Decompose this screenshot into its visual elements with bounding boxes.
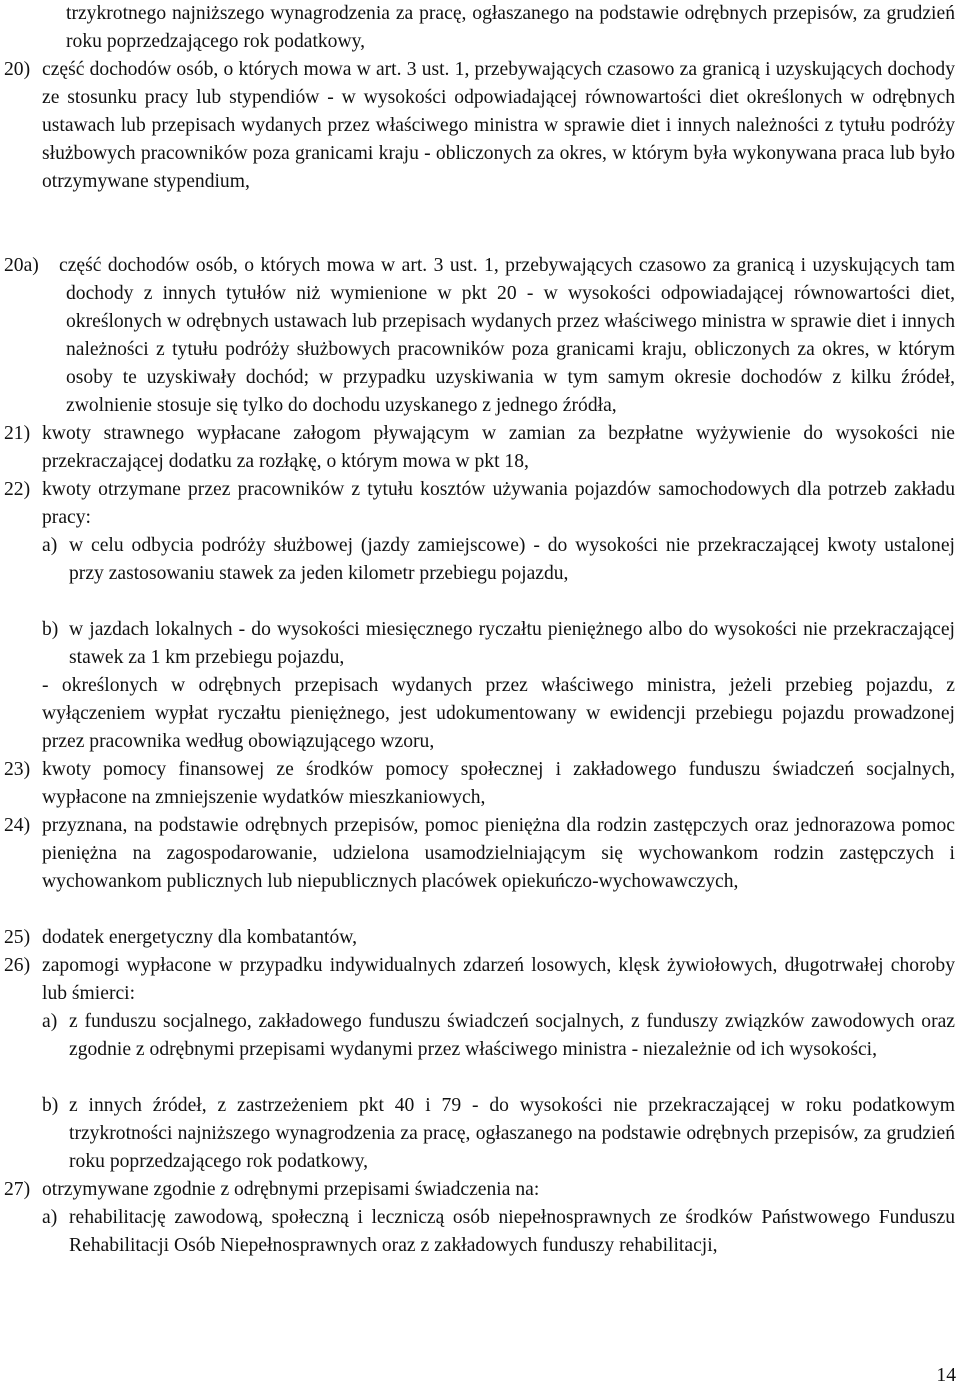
subitem-text-22a: w celu odbycia podróży służbowej (jazdy zamiejscowe) - do wysokości nie przekraczającej kwoty ustalonej przy zastosowaniu stawek za jeden kilometr przebiegu pojazdu, <box>69 535 955 584</box>
item-text-26: zapomogi wypłacone w przypadku indywidualnych zdarzeń losowych, klęsk żywiołowych, długotrwałej choroby lub śmierci: <box>42 955 955 1004</box>
item-22-closing-text: - określonych w odrębnych przepisach wydanych przez właściwego ministra, jeżeli przebieg pojazdu, z wyłączeniem wypłat ryczałtu pieniężnego, jest udokumentowany w ewidencji przebiegu pojazdu prowadzonej przez pracownika według obowiązującego wzoru, <box>42 675 955 752</box>
item-text-22: kwoty otrzymane przez pracowników z tytułu kosztów używania pojazdów samochodowych dla potrzeb zakładu pracy: <box>42 479 955 528</box>
subitem-label-22a: a) <box>42 535 58 556</box>
subitem-text-22b: w jazdach lokalnych - do wysokości miesięcznego ryczałtu pieniężnego albo do wysokości nie przekraczającej stawek za 1 km przebiegu pojazdu, <box>69 619 955 668</box>
item-label-26: 26) <box>4 955 31 976</box>
subitem-text-27a: rehabilitację zawodową, społeczną i leczniczą osób niepełnosprawnych ze środków Państwowego Funduszu Rehabilitacji Osób Niepełnosprawnych oraz z zakładowych funduszy rehabilitacji, <box>69 1207 955 1256</box>
subitem-label-26b: b) <box>42 1095 59 1116</box>
item-label-21: 21) <box>4 423 31 444</box>
item-continuation: trzykrotnego najniższego wynagrodzenia za pracę, ogłaszanego na podstawie odrębnych przepisów, za grudzień roku poprzedzającego rok podatkowy, <box>66 3 955 52</box>
item-text-27: otrzymywane zgodnie z odrębnymi przepisami świadczenia na: <box>42 1179 540 1200</box>
item-label-20: 20) <box>4 59 31 80</box>
item-text-21: kwoty strawnego wypłacane załogom pływającym w zamian za bezpłatne wyżywienie do wysokości nie przekraczającej dodatku za rozłąkę, o którym mowa w pkt 18, <box>42 423 955 472</box>
subitem-label-22b: b) <box>42 619 59 640</box>
subitem-label-27a: a) <box>42 1207 58 1228</box>
subitem-text-26b: z innych źródeł, z zastrzeżeniem pkt 40 i 79 - do wysokości nie przekraczającej w roku podatkowym trzykrotności najniższego wynagrodzenia za pracę, ogłaszanego na podstawie odrębnych przepisów, za grudzień roku poprzedzającego rok podatkowy, <box>69 1095 955 1172</box>
item-text-24: przyznana, na podstawie odrębnych przepisów, pomoc pieniężna dla rodzin zastępczych oraz jednorazowa pomoc pieniężna na zagospodarowanie, udzielona usamodzielniającym się wychowankom rodzin zastępczych i wychowankom publicznych lub niepublicznych placówek opiekuńczo-wychowawczych, <box>42 815 955 892</box>
page-number: 14 <box>936 1365 956 1386</box>
item-label-27: 27) <box>4 1179 31 1200</box>
item-text-23: kwoty pomocy finansowej ze środków pomocy społecznej i zakładowego funduszu świadczeń socjalnych, wypłacone na zmniejszenie wydatków mieszkaniowych, <box>42 759 955 808</box>
item-label-25: 25) <box>4 927 31 948</box>
item-text-20: część dochodów osób, o których mowa w art. 3 ust. 1, przebywających czasowo za granicą i uzyskujących dochody ze stosunku pracy lub stypendiów - w wysokości odpowiadającej równowartości diet określonych w odrębnych ustawach lub przepisach wydanych przez właściwego ministra w sprawie diet i innych należności z tytułu podróży służbowych pracowników poza granicami kraju - obliczonych za okres, w którym była wykonywana praca lub było otrzymywane stypendium, <box>42 59 955 192</box>
item-label-23: 23) <box>4 759 31 780</box>
subitem-label-26a: a) <box>42 1011 58 1032</box>
item-label-24: 24) <box>4 815 31 836</box>
item-label-22: 22) <box>4 479 31 500</box>
item-label-20a: 20a) <box>4 255 39 276</box>
item-text-25: dodatek energetyczny dla kombatantów, <box>42 927 358 948</box>
item-text-20a: część dochodów osób, o których mowa w art. 3 ust. 1, przebywających czasowo za granicą i uzyskujących tam dochody z innych tytułów niż wymienione w pkt 20 - w wysokości odpowiadającej równowartości diet, określonych w odrębnych ustawach lub przepisach wydanych przez właściwego ministra w sprawie diet i innych należności z tytułu podróży służbowych pracowników poza granicami kraju, obliczonych za okres, w którym osoby te uzyskiwały dochód; w przypadku uzyskiwania w tym samym okresie dochodów z kilku źródeł, zwolnienie stosuje się tylko do dochodu uzyskanego z jednego źródła, <box>59 255 955 416</box>
subitem-text-26a: z funduszu socjalnego, zakładowego funduszu świadczeń socjalnych, z funduszy związków zawodowych oraz zgodnie z odrębnymi przepisami wydanymi przez właściwego ministra - niezależnie od ich wysokości, <box>69 1011 955 1060</box>
